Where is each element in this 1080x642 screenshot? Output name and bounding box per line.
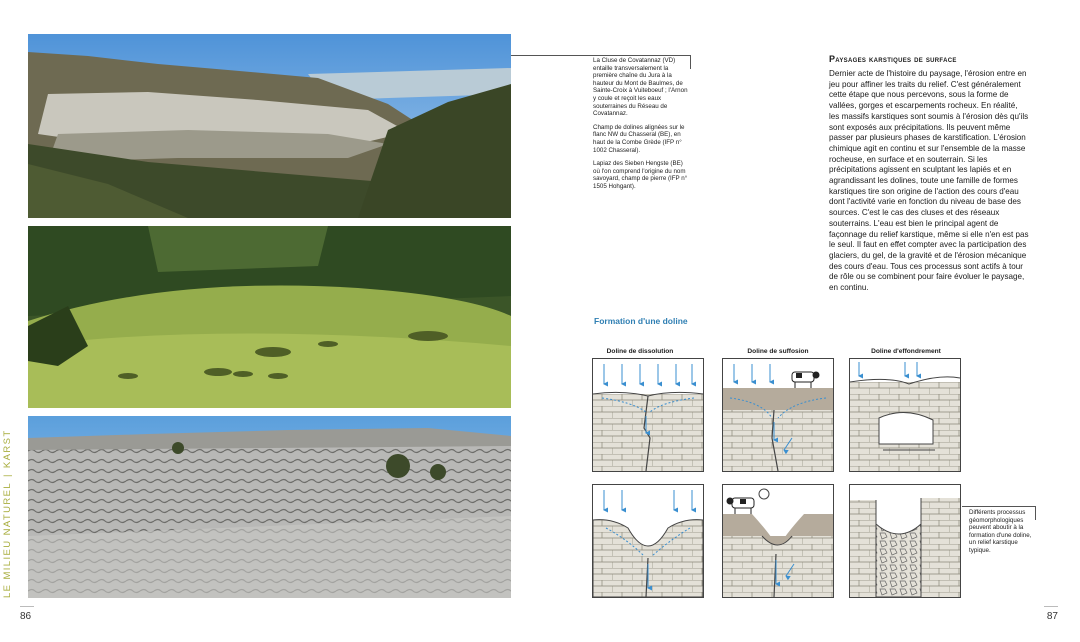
label-doline-dissolution: Doline de dissolution	[606, 348, 674, 355]
diagram-effondrement-stage-1	[849, 358, 961, 472]
photo-lapiaz-sieben-hengste	[28, 416, 511, 598]
photo-captions	[593, 57, 689, 197]
section-title: Paysages karstiques de surface	[829, 54, 957, 64]
folio-rule-right	[1044, 606, 1058, 607]
diagram-suffosion-stage-2	[722, 484, 834, 598]
diagram-effondrement-stage-2	[849, 484, 961, 598]
page-number-left: 86	[20, 611, 32, 622]
diagram-suffosion-stage-1	[722, 358, 834, 472]
page-number-right: 87	[1046, 611, 1058, 622]
section-body: Dernier acte de l'histoire du paysage, l'érosion entre en jeu pour affiner les traits du relief. C'est généralement cette étape que nous percevons, sous la forme de vallées, gorges et escarpements rocheux. En réalité, les massifs karstiques sont soumis à l'érosion dès qu'ils sont exposés aux précipitations. Ils peuvent même passer par plusieurs phases de karstification. L'érosion chimique agit en continu et sur l'ensemble de la masse rocheuse, en surface et en souterrain. Si les précipitations agissent en sculptant les lapiés et en agrandissant les dolines, toute une famille de formes karstiques tire son origine de l'action des cours d'eau dont l'activité varie en fonction du niveau de base des sources. C'est le cas des cluses et des réseaux souterrains. L'eau est bien le principal agent de façonnage du relief karstique, même si elle n'en est pas le seul. Il faut en effet compter avec la participation des glaciers, du gel, de la gravité et de l'érosion mécanique des cours d'eau. Tous ces processus sont actifs à tour de rôle ou se combinent pour faire évoluer le paysage, en continu.	[829, 69, 1029, 293]
label-doline-effondrement: Doline d'effondrement	[871, 348, 941, 355]
photo-cluse-covatannaz	[28, 34, 511, 218]
caption-photo-3: Lapiaz des Sieben Hengste (BE) où l'on comprend l'origine du nom savoyard, champ de pierre (IFP n° 1505 Hohgant).	[593, 160, 688, 190]
running-header-vertical	[2, 423, 13, 598]
caption-photo-1: La Cluse de Covatannaz (VD) entaille transversalement la première chaîne du Jura à la hauteur du Mont de Baulmes, de Sainte-Croix à Vuiteboeuf ; l'Arnon y coule et reçoit les eaux souterraines du Réseau de Covatannaz.	[593, 57, 688, 118]
photo-champ-de-dolines	[28, 226, 511, 408]
figure-title: Formation d'une doline	[594, 316, 688, 326]
caption-rule	[511, 55, 691, 56]
folio-rule-left	[20, 606, 34, 607]
figure-caption-rule	[962, 506, 1036, 507]
running-header-separator: |	[2, 473, 13, 477]
caption-photo-2: Champ de dolines alignées sur le flanc NW du Chasseral (BE), en haut de la Combe Grède (IFP n° 1002 Chasseral).	[593, 123, 685, 154]
caption-rule-bar	[690, 55, 691, 69]
figure-caption: Différents processus géomorphologiques peuvent aboutir à la formation d'une doline, un relief karstique typique.	[969, 509, 1032, 554]
figure-caption-rule-bar	[1035, 506, 1036, 520]
running-header-part1: LE MILIEU NATUREL	[2, 481, 13, 598]
running-header-part2: KARST	[2, 429, 13, 469]
diagram-dissolution-stage-2	[592, 484, 704, 598]
label-doline-suffosion: Doline de suffosion	[747, 348, 809, 355]
diagram-dissolution-stage-1	[592, 358, 704, 472]
